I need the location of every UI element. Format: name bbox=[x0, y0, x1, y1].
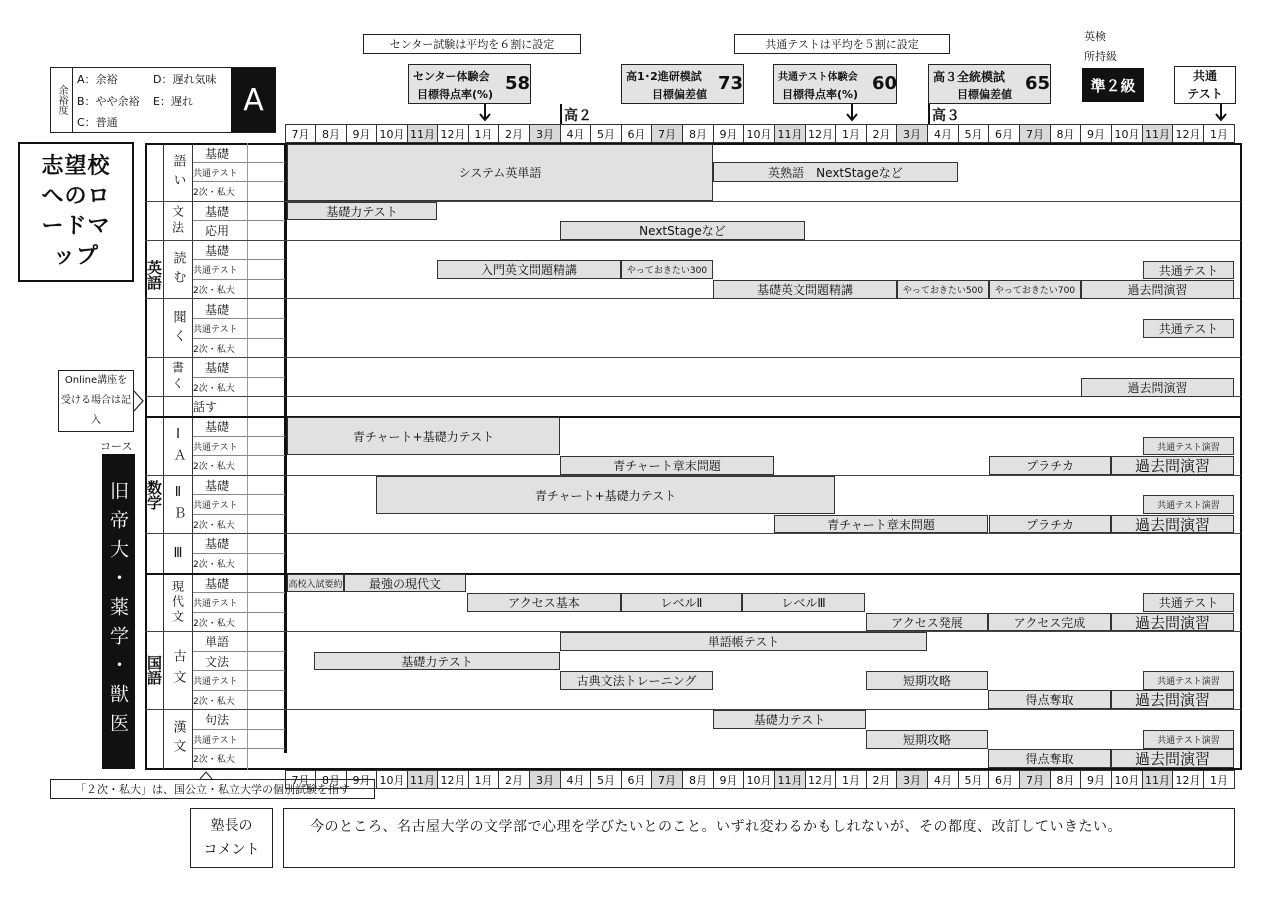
row-label-kyotsu: 共通テスト bbox=[193, 442, 238, 453]
milestone-value: 73 bbox=[718, 73, 744, 94]
row-label-kiso: 基礎 bbox=[205, 360, 230, 375]
top-month-cell: 10月 bbox=[376, 124, 408, 143]
top-month-cell: 3月 bbox=[529, 124, 561, 143]
top-month-cell: 11月 bbox=[407, 124, 438, 143]
plan-bar: 基礎力テスト bbox=[314, 652, 560, 670]
top-month-cell: 3月 bbox=[896, 124, 928, 143]
row-label-niji: 2次・私大 bbox=[193, 559, 235, 570]
group-divider bbox=[163, 240, 1241, 241]
row-label-bunpo: 文法 bbox=[205, 654, 230, 669]
top-month-cell: 10月 bbox=[743, 124, 775, 143]
legend-item-e: E：遅れ bbox=[153, 95, 193, 108]
arrow-down-icon bbox=[478, 104, 492, 122]
row-label-niji: 2次・私大 bbox=[193, 187, 235, 198]
group-yomu: 読む bbox=[170, 250, 186, 289]
bottom-month-cell: 10月 bbox=[743, 770, 775, 789]
bottom-month-cell: 10月 bbox=[1111, 770, 1143, 789]
arrow-right-icon bbox=[133, 390, 145, 412]
milestone-center-taikenkai bbox=[408, 64, 531, 104]
row-label-kiso: 基礎 bbox=[205, 146, 230, 161]
plan-bar: 青チャート+基礎力テスト bbox=[376, 476, 835, 514]
plan-bar: 共通テスト演習 bbox=[1143, 730, 1234, 749]
plan-bar: 最強の現代文 bbox=[344, 574, 466, 592]
bottom-month-cell: 2月 bbox=[498, 770, 530, 789]
bottom-month-cell: 6月 bbox=[621, 770, 652, 789]
plan-bar: プラチカ bbox=[989, 456, 1111, 475]
top-month-cell: 8月 bbox=[315, 124, 347, 143]
top-month-cell: 4月 bbox=[927, 124, 959, 143]
row-label-kiso: 基礎 bbox=[205, 419, 230, 434]
row-label-kiso: 基礎 bbox=[205, 536, 230, 551]
bottom-month-cell: 9月 bbox=[346, 770, 377, 789]
subject-japanese-label: 国語 bbox=[145, 655, 163, 685]
plan-bar: 過去問演習 bbox=[1111, 749, 1234, 768]
top-month-cell: 12月 bbox=[437, 124, 469, 143]
row-label-kiso: 基礎 bbox=[205, 576, 230, 591]
plan-bar: やっておきたい700 bbox=[989, 280, 1081, 299]
bottom-month-cell: 1月 bbox=[468, 770, 499, 789]
group-3: Ⅲ bbox=[173, 545, 183, 561]
plan-bar: アクセス基本 bbox=[467, 593, 621, 612]
top-month-cell: 12月 bbox=[805, 124, 836, 143]
grade-divider-3 bbox=[928, 104, 930, 124]
row-label-kuho: 句法 bbox=[205, 712, 230, 727]
group-divider bbox=[163, 396, 1241, 397]
bottom-month-cell: 7月 bbox=[1019, 770, 1051, 789]
top-month-cell: 5月 bbox=[958, 124, 989, 143]
plan-bar: 入門英文問題精講 bbox=[437, 260, 621, 279]
arrow-down-icon bbox=[1214, 104, 1228, 122]
plan-bar: 短期攻略 bbox=[866, 730, 988, 749]
plan-bar: 共通テスト bbox=[1143, 261, 1234, 279]
bottom-month-cell: 12月 bbox=[805, 770, 836, 789]
bottom-month-cell: 10月 bbox=[376, 770, 408, 789]
grade-label-2: 高２ bbox=[564, 108, 592, 124]
plan-bar: 基礎力テスト bbox=[713, 710, 866, 729]
milestone-sub: 目標偏差値 bbox=[652, 88, 707, 101]
eiken-label-2: 所持級 bbox=[1084, 50, 1117, 63]
comment-text: 今のところ、名古屋大学の文学部で心理を学びたいとのこと。いずれ変わるかもしれないが、その都度、改訂していきたい。 bbox=[310, 819, 1122, 835]
group-1a: ⅠＡ bbox=[170, 426, 186, 467]
plan-bar: やっておきたい300 bbox=[621, 260, 713, 279]
milestone-sub: 目標得点率(%) bbox=[782, 88, 859, 101]
row-label-kyotsu: 共通テスト bbox=[193, 676, 238, 687]
top-month-cell: 2月 bbox=[866, 124, 897, 143]
plan-bar: 共通テスト bbox=[1143, 319, 1234, 338]
top-month-cell: 9月 bbox=[346, 124, 377, 143]
plan-bar: 共通テスト演習 bbox=[1143, 437, 1234, 455]
legend-item-c: C：普通 bbox=[77, 116, 118, 129]
row-label-kyotsu: 共通テスト bbox=[193, 598, 238, 609]
top-month-cell: 5月 bbox=[590, 124, 622, 143]
bottom-month-cell: 5月 bbox=[590, 770, 622, 789]
plan-bar: 得点奪取 bbox=[988, 749, 1111, 768]
plan-bar: レベルⅢ bbox=[742, 593, 865, 612]
row-label-niji: 2次・私大 bbox=[193, 520, 235, 531]
eiken-value: 準２級 bbox=[1082, 68, 1144, 102]
plan-bar: 基礎力テスト bbox=[287, 202, 437, 220]
plan-bar: 過去問演習 bbox=[1081, 378, 1234, 397]
bottom-month-cell: 4月 bbox=[927, 770, 959, 789]
bottom-month-cell: 1月 bbox=[835, 770, 867, 789]
bottom-month-cell: 5月 bbox=[958, 770, 989, 789]
milestone-title: 高1･2進研模試 bbox=[626, 70, 702, 83]
top-month-cell: 6月 bbox=[621, 124, 652, 143]
legend-item-b: B：やや余裕 bbox=[77, 95, 140, 108]
group-2b: ⅡＢ bbox=[170, 484, 186, 525]
milestone-value: 58 bbox=[505, 73, 531, 94]
group-divider bbox=[163, 533, 1241, 534]
row-label-oyo: 応用 bbox=[205, 223, 230, 238]
milestone-title: 高３全統模試 bbox=[933, 70, 1006, 84]
plan-bar: システム英単語 bbox=[287, 144, 713, 201]
top-month-cell: 9月 bbox=[713, 124, 744, 143]
group-divider bbox=[163, 357, 1241, 358]
row-label-kiso: 基礎 bbox=[205, 478, 230, 493]
row-label-niji: 2次・私大 bbox=[193, 618, 235, 629]
bottom-month-cell: 8月 bbox=[315, 770, 347, 789]
online-note bbox=[58, 370, 134, 432]
subject-english-label: 英語 bbox=[145, 260, 163, 290]
plan-bar: やっておきたい500 bbox=[897, 280, 989, 299]
bottom-month-cell: 8月 bbox=[682, 770, 714, 789]
eiken-label: 英検 bbox=[1084, 30, 1106, 43]
row-label-hanasu: 話す bbox=[193, 399, 218, 414]
group-kobun: 古文 bbox=[170, 649, 186, 691]
row-label-kiso: 基礎 bbox=[205, 243, 230, 258]
subject-math bbox=[146, 460, 163, 530]
grade-label-3: 高３ bbox=[932, 108, 960, 124]
milestone-value: 60 bbox=[872, 73, 898, 94]
bottom-month-cell: 11月 bbox=[774, 770, 806, 789]
group-kaku: 書く bbox=[170, 361, 185, 393]
plan-bar: 青チャート章末問題 bbox=[774, 515, 988, 533]
top-month-cell: 7月 bbox=[1019, 124, 1051, 143]
group-kiku: 聞く bbox=[170, 309, 186, 348]
row-label-niji: 2次・私大 bbox=[193, 461, 235, 472]
top-month-cell: 7月 bbox=[285, 124, 316, 143]
plan-bar: レベルⅡ bbox=[621, 593, 742, 612]
caret-up-icon bbox=[198, 770, 214, 780]
plan-bar: アクセス発展 bbox=[866, 613, 988, 631]
row-label-niji: 2次・私大 bbox=[193, 696, 235, 707]
top-month-cell: 2月 bbox=[498, 124, 530, 143]
group-gendaibun: 現代文 bbox=[170, 580, 185, 625]
bottom-month-cell: 3月 bbox=[529, 770, 561, 789]
top-month-cell: 1月 bbox=[835, 124, 867, 143]
legend-box bbox=[50, 67, 276, 133]
subject-math-label: 数学 bbox=[145, 480, 163, 510]
row-label-kyotsu: 共通テスト bbox=[193, 500, 238, 511]
row-label-kyotsu: 共通テスト bbox=[193, 324, 238, 335]
legend-item-d: D：遅れ気味 bbox=[153, 73, 217, 86]
plan-bar: 過去問演習 bbox=[1111, 456, 1234, 475]
plan-bar: 共通テスト bbox=[1143, 593, 1234, 612]
row-label-niji: 2次・私大 bbox=[193, 754, 235, 765]
bottom-month-cell: 6月 bbox=[988, 770, 1020, 789]
bottom-month-cell: 1月 bbox=[1203, 770, 1235, 789]
bottom-month-cell: 7月 bbox=[285, 770, 316, 789]
group-divider bbox=[163, 709, 1241, 710]
online-note-text: Online講座を受ける場合は記入 bbox=[61, 375, 131, 426]
final-test-label: 共通 テスト bbox=[1187, 69, 1223, 101]
milestone-value: 65 bbox=[1025, 73, 1051, 94]
row-label-kyotsu: 共通テスト bbox=[193, 265, 238, 276]
top-month-cell: 8月 bbox=[682, 124, 714, 143]
course-box bbox=[102, 454, 135, 769]
comment-label-box bbox=[190, 808, 273, 868]
comment-box bbox=[283, 808, 1235, 868]
plan-bar: 青チャート章末問題 bbox=[560, 456, 774, 475]
row-label-kyotsu: 共通テスト bbox=[193, 168, 238, 179]
row-label-tango: 単語 bbox=[205, 634, 230, 649]
legend-item-a: A：余裕 bbox=[77, 73, 118, 86]
arrow-down-icon bbox=[845, 104, 859, 122]
top-month-cell: 8月 bbox=[1050, 124, 1081, 143]
top-month-cell: 9月 bbox=[1080, 124, 1112, 143]
plan-bar: 古典文法トレーニング bbox=[560, 671, 713, 690]
plan-bar: 得点奪取 bbox=[988, 690, 1111, 709]
top-month-cell: 12月 bbox=[1172, 124, 1204, 143]
bottom-month-cell: 11月 bbox=[407, 770, 438, 789]
top-month-cell: 11月 bbox=[774, 124, 806, 143]
row-label-kiso: 基礎 bbox=[205, 302, 230, 317]
bottom-month-cell: 8月 bbox=[1050, 770, 1081, 789]
course-value: 旧帝大・薬学・獣医 bbox=[107, 481, 129, 742]
milestone-kyotsu-taikenkai bbox=[773, 64, 897, 104]
plan-bar: 過去問演習 bbox=[1081, 280, 1234, 299]
milestone-shinken bbox=[621, 64, 744, 104]
plan-bar: 共通テスト演習 bbox=[1143, 671, 1234, 690]
plan-bar: 共通テスト演習 bbox=[1143, 495, 1234, 514]
group-kanbun: 漢文 bbox=[170, 719, 186, 758]
legend-current-grade: A bbox=[231, 68, 276, 132]
plan-bar: プラチカ bbox=[989, 515, 1111, 533]
bottom-month-cell: 12月 bbox=[437, 770, 469, 789]
plan-bar: 青チャート+基礎力テスト bbox=[287, 417, 560, 455]
bottom-month-cell: 3月 bbox=[896, 770, 928, 789]
bottom-month-cell: 11月 bbox=[1142, 770, 1173, 789]
milestone-zento bbox=[928, 64, 1051, 104]
top-month-cell: 6月 bbox=[988, 124, 1020, 143]
bottom-month-cell: 9月 bbox=[713, 770, 744, 789]
group-bunpo: 文法 bbox=[170, 205, 185, 237]
top-month-cell: 7月 bbox=[651, 124, 683, 143]
milestone-sub: 目標偏差値 bbox=[957, 88, 1012, 101]
row-label-kiso: 基礎 bbox=[205, 204, 230, 219]
bottom-month-cell: 2月 bbox=[866, 770, 897, 789]
row-label-niji: 2次・私大 bbox=[193, 383, 235, 394]
final-test-box bbox=[1174, 66, 1236, 104]
legend-side-label: 余裕度 bbox=[51, 68, 73, 132]
footnote: 「２次・私大」は、国公立・私立大学の個別試験を指す bbox=[50, 779, 375, 799]
bottom-month-cell: 12月 bbox=[1172, 770, 1204, 789]
subject-japanese bbox=[146, 635, 163, 705]
subject-english bbox=[146, 240, 163, 310]
plan-bar: 英熟語 NextStageなど bbox=[713, 162, 958, 182]
plan-bar: 単語帳テスト bbox=[560, 632, 927, 651]
kyotsu-note: 共通テストは平均を５割に設定 bbox=[734, 34, 950, 54]
plan-bar: 基礎英文問題精講 bbox=[713, 280, 897, 299]
plan-bar: 高校入試要約 bbox=[287, 574, 344, 592]
milestone-sub: 目標得点率(%) bbox=[417, 88, 494, 101]
plan-bar: アクセス完成 bbox=[988, 613, 1111, 631]
milestone-title: 共通テスト体験会 bbox=[778, 72, 858, 83]
top-month-cell: 1月 bbox=[1203, 124, 1235, 143]
row-label-kyotsu: 共通テスト bbox=[193, 735, 238, 746]
bottom-month-cell: 4月 bbox=[560, 770, 591, 789]
plan-bar: 過去問演習 bbox=[1111, 613, 1234, 631]
row-label-niji: 2次・私大 bbox=[193, 344, 235, 355]
plan-bar: 過去問演習 bbox=[1111, 515, 1234, 533]
plan-bar: NextStageなど bbox=[560, 221, 805, 240]
center-note: センター試験は平均を６割に設定 bbox=[363, 34, 581, 54]
group-goi: 語い bbox=[170, 153, 186, 192]
bottom-month-cell: 7月 bbox=[651, 770, 683, 789]
plan-bar: 過去問演習 bbox=[1111, 690, 1234, 709]
plan-bar: 短期攻略 bbox=[866, 671, 988, 690]
roadmap-title: 志望校へのロードマップ bbox=[41, 154, 111, 269]
top-month-cell: 10月 bbox=[1111, 124, 1143, 143]
top-month-cell: 11月 bbox=[1142, 124, 1173, 143]
top-month-cell: 4月 bbox=[560, 124, 591, 143]
grade-divider-2 bbox=[560, 104, 562, 124]
row-label-niji: 2次・私大 bbox=[193, 285, 235, 296]
bottom-month-cell: 9月 bbox=[1080, 770, 1112, 789]
roadmap-title-box bbox=[18, 142, 134, 282]
course-label: コース bbox=[100, 440, 133, 453]
milestone-title: センター体験会 bbox=[413, 70, 490, 83]
top-month-cell: 1月 bbox=[468, 124, 499, 143]
comment-label: 塾長の コメント bbox=[203, 818, 260, 858]
